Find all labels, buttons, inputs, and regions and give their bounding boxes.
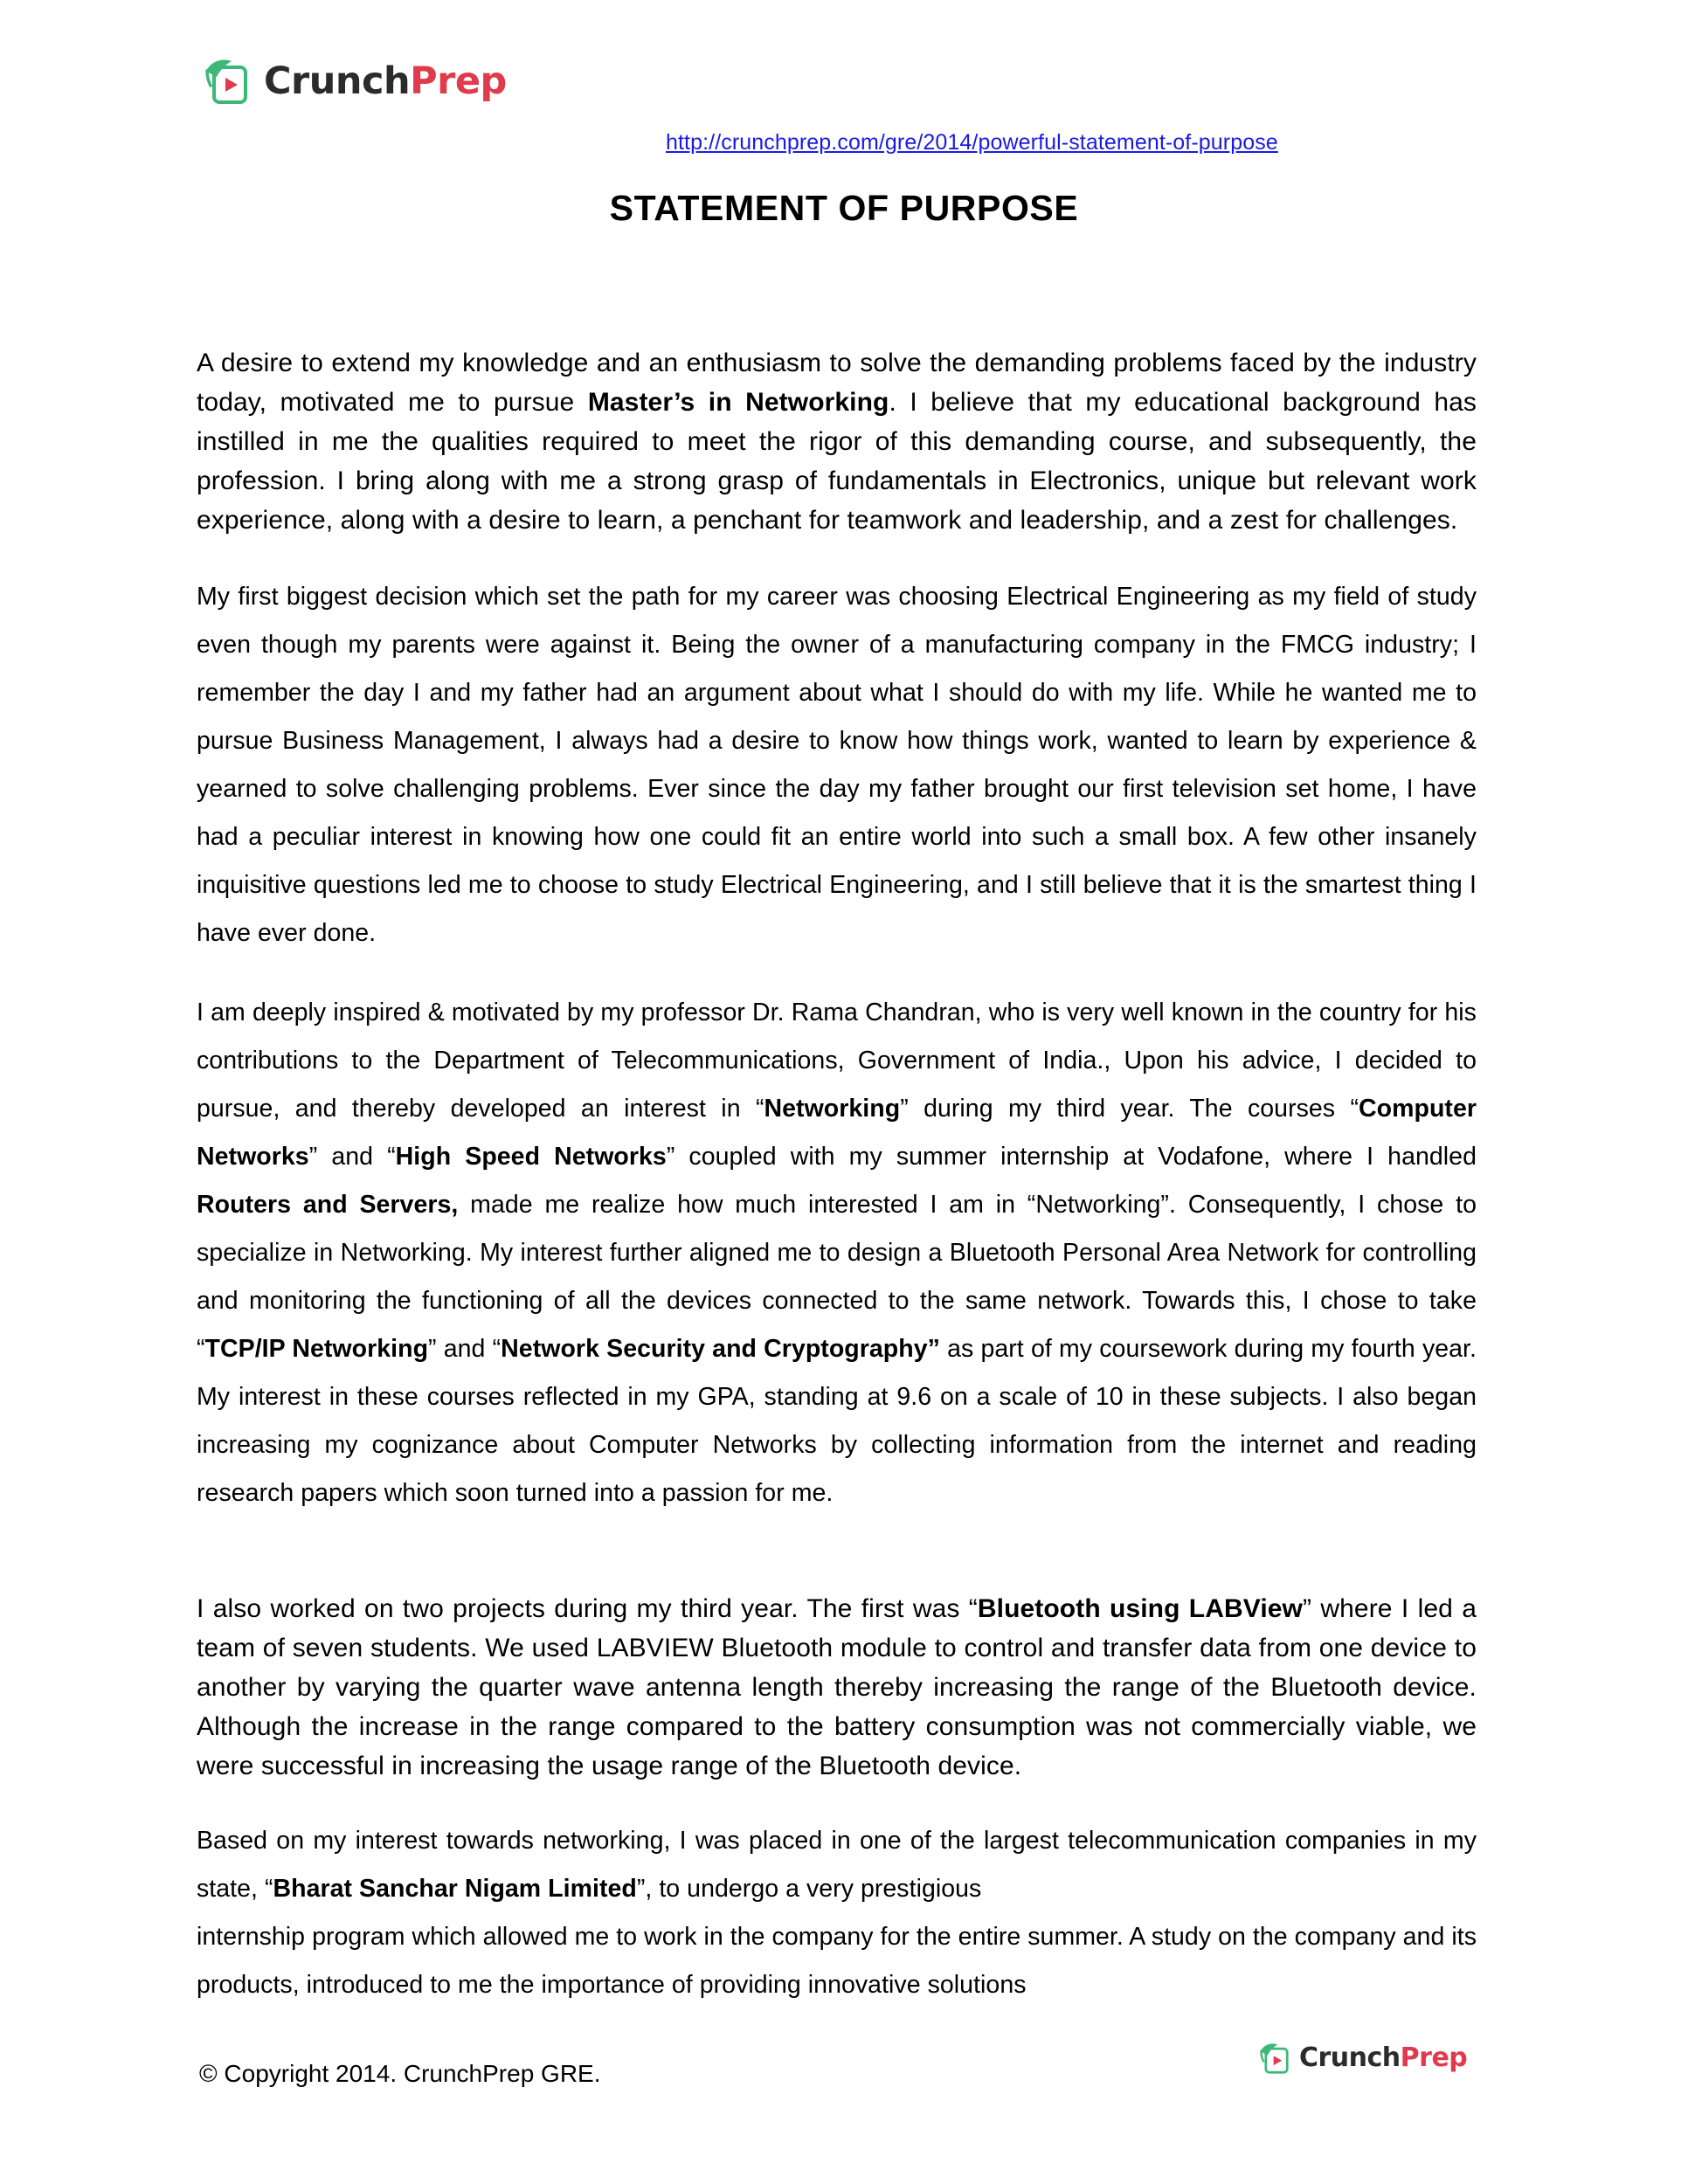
emphasis-text: Routers and Servers, — [197, 1191, 459, 1219]
emphasis-text: Bharat Sanchar Nigam Limited — [273, 1875, 637, 1903]
logo-text-prep: Prep — [410, 59, 507, 103]
crunchprep-logo-footer — [1258, 2041, 1467, 2076]
copyright-notice: © Copyright 2014. CrunchPrep GRE. — [199, 2060, 601, 2087]
emphasis-text: TCP/IP Networking — [204, 1335, 429, 1363]
logo-text-crunch: Crunch — [264, 59, 411, 103]
page-footer — [0, 2035, 1688, 2140]
logo-text-crunch: Crunch — [1299, 2042, 1401, 2073]
paragraph-5-part-1: Based on my interest towards networking, I was placed in one of the largest telecommunication companies in my state, “Bharat Sanchar Nigam Limited”, to undergo a very prestigious — [197, 1827, 1477, 1903]
graduation-cap-play-button-icon — [1258, 2041, 1291, 2076]
document-body — [197, 343, 1477, 2009]
logo-wordmark — [264, 59, 507, 103]
paragraph-1: A desire to extend my knowledge and an enthusiasm to solve the demanding problems faced by the industry today, motivated me to pursue Master’s in Networking. I believe that my educational background has instilled in me the qualities required to meet the rigor of this demanding course, and subsequently, the profession. I bring along with me a strong grasp of fundamentals in Electronics, unique but relevant work experience, along with a desire to learn, a penchant for teamwork and leadership, and a zest for challenges. — [197, 349, 1477, 535]
logo-wordmark — [1299, 2042, 1468, 2073]
page-title: STATEMENT OF PURPOSE — [609, 188, 1079, 228]
paragraph-5-part-2: internship program which allowed me to work in the company for the entire summer. A study on the company and its products, introduced to me the importance of providing innovative solutions — [197, 1923, 1477, 1999]
emphasis-text: Computer Networks — [197, 1095, 1477, 1171]
paragraph-3: I am deeply inspired & motivated by my professor Dr. Rama Chandran, who is very well known in the country for his contributions to the Department of Telecommunications, Government of India., Upon his advice, I decided to pursue, and thereby developed an interest in “Networking” during my third year. The courses “Computer Networks” and “High Speed Networks” coupled with my summer internship at Vodafone, where I handled Routers and Servers, made me realize how much interested I am in “Networking”. Consequently, I chose to specialize in Networking. My interest further aligned me to design a Bluetooth Personal Area Network for controlling and monitoring the functioning of all the devices connected to the same network. Towards this, I chose to take “TCP/IP Networking” and “Network Security and Cryptography” as part of my coursework during my fourth year. My interest in these courses reflected in my GPA, standing at 9.6 on a scale of 10 in these subjects. I also began increasing my cognizance about Computer Networks by collecting information from the internet and reading research papers which soon turned into a passion for me. — [197, 999, 1477, 1507]
crunchprep-logo-header — [203, 56, 507, 107]
graduation-cap-play-button-icon — [203, 56, 252, 107]
emphasis-text: Bluetooth using LABView — [977, 1594, 1303, 1623]
emphasis-text: High Speed Networks — [395, 1143, 667, 1171]
paragraph-2: My first biggest decision which set the path for my career was choosing Electrical Engineering as my field of study even though my parents were against it. Being the owner of a manufacturing company in the FMCG industry; I remember the day I and my father had an argument about what I should do with my life. While he wanted me to pursue Business Management, I always had a desire to know how things work, wanted to learn by experience & yearned to solve challenging problems. Ever since the day my father brought our first television set home, I have had a peculiar interest in knowing how one could fit an entire world into such a small box. A few other insanely inquisitive questions led me to choose to study Electrical Engineering, and I still believe that it is the smartest thing I have ever done. — [197, 583, 1477, 947]
logo-text-prep: Prep — [1400, 2042, 1468, 2073]
source-url-link[interactable]: http://crunchprep.com/gre/2014/powerful-statement-of-purpose — [666, 130, 1278, 155]
emphasis-text: Networking — [764, 1095, 901, 1123]
page-header — [0, 47, 1688, 155]
paragraph-4: I also worked on two projects during my third year. The first was “Bluetooth using LABView” where I led a team of seven students. We used LABVIEW Bluetooth module to control and transfer data from one device to another by varying the quarter wave antenna length thereby increasing the range of the Bluetooth device. Although the increase in the range compared to the battery consumption was not commercially viable, we were successful in increasing the usage range of the Bluetooth device. — [197, 1594, 1477, 1780]
emphasis-text: Master’s in Networking — [587, 388, 889, 417]
emphasis-text: Network Security and Cryptography” — [501, 1335, 940, 1363]
